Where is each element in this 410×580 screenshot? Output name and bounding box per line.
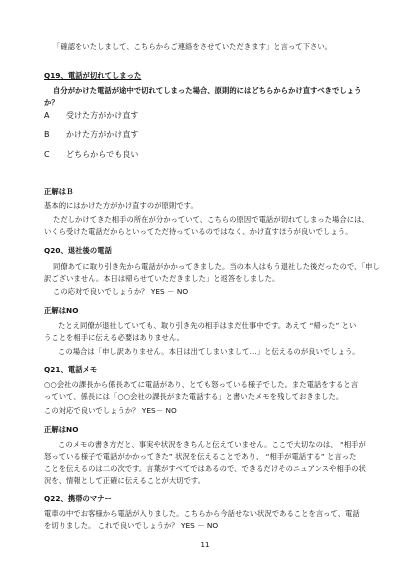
q20-answer-line-1: たとえ同僚が退社していても、取り引き先の相手はまだ仕事中です。あえて “帰った” とい — [58, 321, 357, 330]
q21-prompt: この対応で良いでしょうか？ YES－ NO — [44, 406, 177, 415]
q19-question-line-2: か？ — [44, 98, 59, 107]
q20-answer-heading: 正解はNO — [44, 306, 79, 315]
q21-heading: Q21、電話メモ — [44, 365, 98, 374]
q19-option-b-letter: B — [44, 130, 50, 139]
q19-answer-line-1: 基本的にはかけた方がかけ直すのが原則です。 — [44, 201, 198, 210]
q22-body-line-2: を切りました。 これで良いでしょうか？ YES － NO — [44, 521, 219, 530]
q21-answer-line-3: ことを伝えるのは二の次です。言葉がすべてではあるので、できるだけそのニュアンスや相手の状 — [44, 464, 366, 473]
q20-answer-line-2: うことを相手に伝える必要はありません。 — [44, 333, 185, 342]
q19-heading: Q19、電話が切れてしまった — [44, 71, 142, 80]
q20-prompt: この応対で良いでしょうか？ YES － NO — [53, 287, 189, 296]
q20-body-line-2: 訳ございません。本日は帰らせていただきました」と返答をしました。 — [44, 274, 280, 283]
q21-body-line-1: ○○会社の課長から係長あてに電話があり、とても怒っている様子でした。また電話をすると言 — [44, 380, 359, 389]
q20-answer-line-3: この場合は「申し訳ありません。本日は出てしまいまして…」と伝えるのが良いでしょう。 — [58, 347, 360, 356]
q19-answer-heading: 正解はＢ — [44, 187, 74, 196]
q19-option-b-text: かけた方がかけ直す — [66, 130, 139, 139]
q22-heading: Q22、携帯のマナー — [44, 494, 112, 503]
q19-option-c-text: どちらからでも良い — [66, 150, 139, 159]
q20-body-line-1: 同僚あてに取り引き先から電話がかかってきました。当の本人はもう退社した後だったので、「申し — [53, 262, 380, 271]
q19-answer-line-2: ただしかけてきた相手の所在が分かっていて、こちらの原因で電話が切れてしまった場合には、 — [53, 215, 369, 224]
q19-option-c-letter: C — [44, 150, 50, 159]
q20-heading: Q20、退社後の電話 — [44, 246, 112, 255]
q21-answer-line-4: 況を、情報として正確に伝えることが大切です。 — [44, 476, 206, 485]
q21-answer-line-2: 怒っている様子で電話がかかってきた” 状況を伝えることであり、 “相手が電話する” と言った — [44, 452, 357, 461]
q21-answer-line-1: このメモの書き方だと、事実や状況をきちんと伝えていません。ここで大切なのは、 “相手が — [58, 440, 366, 449]
q21-body-line-2: っていて、係長には「○○会社の課長がまた電話する」と書いたメモを残しておきました。 — [44, 392, 344, 401]
page-number: 11 — [200, 541, 210, 549]
q19-question-line-1: 自分がかけた電話が途中で切れてしまった場合、原則的にはどちらからかけ直すべきでしょう — [53, 86, 362, 95]
intro-line: 「確認をいたしまして、こちらからご連絡をさせていただきます」と言って下さい。 — [53, 42, 333, 51]
q22-body-line-1: 電車の中でお客様から電話が入りました。こちらから今話せない状況であることを言って、電話 — [44, 509, 360, 518]
q19-answer-line-3: いくら受けた電話だからといってただ待っているのではなく、かけ直すほうが良いでしょう。 — [44, 227, 353, 236]
q19-option-a-letter: A — [44, 111, 50, 120]
q19-option-a-text: 受けた方がかけ直す — [66, 111, 139, 120]
q21-answer-heading: 正解はNO — [44, 425, 79, 434]
